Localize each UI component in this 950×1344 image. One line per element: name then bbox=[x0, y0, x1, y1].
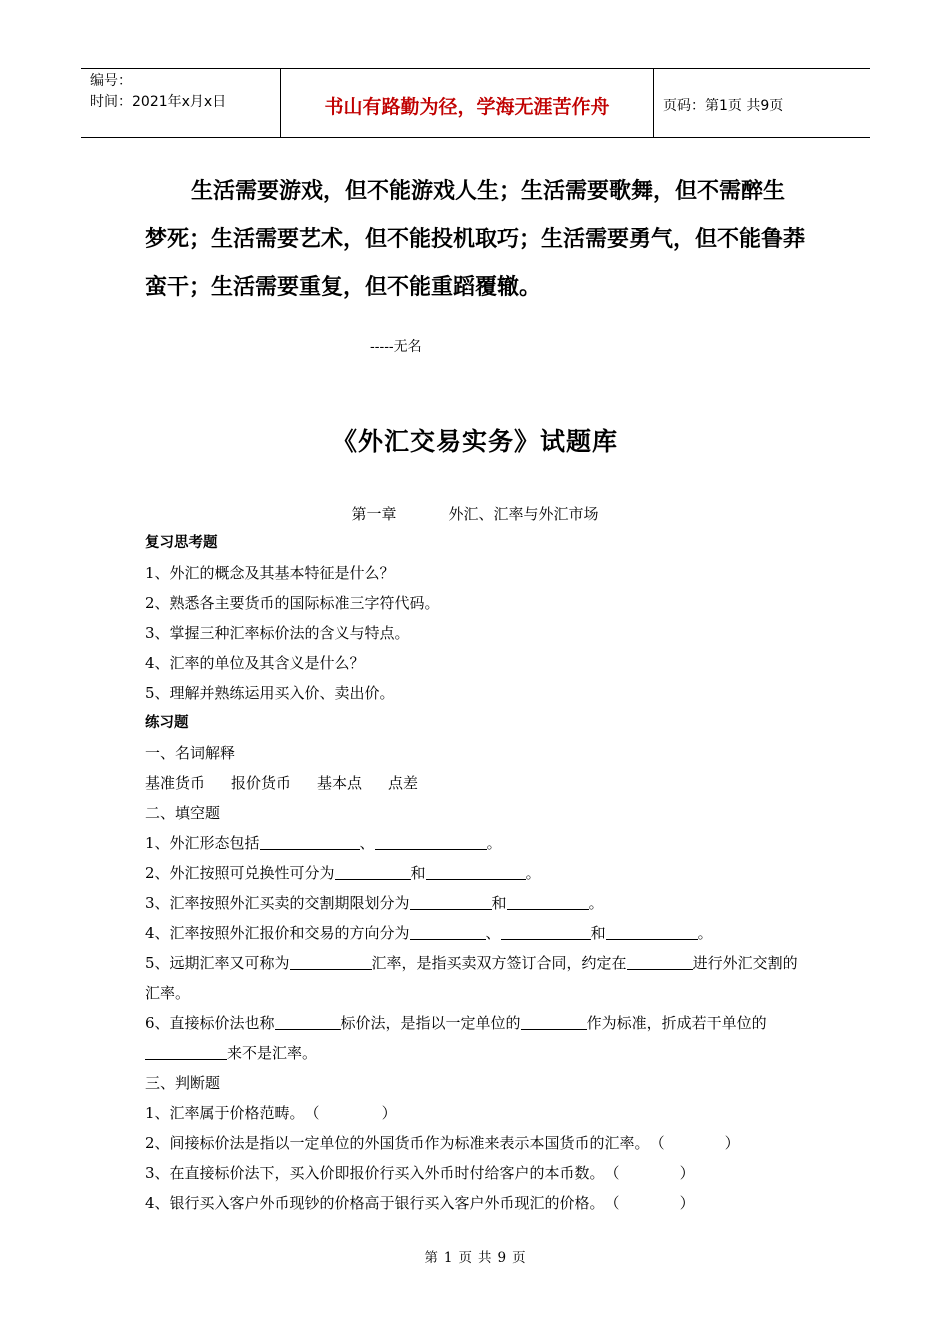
footer-page-number: 1 bbox=[443, 1250, 453, 1266]
fill-question-5 bbox=[145, 948, 810, 1008]
fill-text: 和 bbox=[410, 864, 426, 882]
fill-blank[interactable] bbox=[290, 953, 372, 970]
paren-open: （ bbox=[604, 1194, 620, 1212]
page-header bbox=[81, 68, 870, 138]
motto-text: 生活需要游戏，但不能游戏人生；生活需要歌舞，但不需醉生梦死；生活需要艺术，但不能投机取巧；生活需要勇气，但不能鲁莽蛮干；生活需要重复，但不能重蹈覆辙。 bbox=[145, 179, 806, 300]
paren-close: ） bbox=[381, 1104, 397, 1122]
fill-text: 标价法，是指以一定单位的 bbox=[340, 1014, 521, 1032]
review-item: 5、理解并熟练运用买入价、卖出价。 bbox=[145, 684, 395, 702]
judge-text: 1、汇率属于价格范畴。 bbox=[145, 1104, 305, 1122]
review-item: 4、汇率的单位及其含义是什么？ bbox=[145, 654, 365, 672]
paren-close: ） bbox=[724, 1134, 740, 1152]
review-item: 3、掌握三种汇率标价法的含义与特点。 bbox=[145, 624, 410, 642]
fill-text: 。 bbox=[697, 924, 713, 942]
fill-text: 1、外汇形态包括 bbox=[145, 834, 260, 852]
fill-blank[interactable] bbox=[501, 923, 591, 940]
footer-total-pages: 9 bbox=[497, 1250, 507, 1266]
fill-question-4 bbox=[145, 918, 810, 948]
fill-blank[interactable] bbox=[627, 953, 693, 970]
answer-bracket[interactable] bbox=[605, 1158, 695, 1188]
page-footer bbox=[0, 1246, 950, 1266]
fill-text: 、 bbox=[485, 924, 501, 942]
fill-question-3 bbox=[145, 888, 810, 918]
fill-question-2 bbox=[145, 858, 810, 888]
footer-text: 第 bbox=[424, 1250, 438, 1266]
fill-text: 来不是汇率。 bbox=[227, 1044, 318, 1062]
judge-text: 3、在直接标价法下，买入价即报价行买入外币时付给客户的本币数。 bbox=[145, 1164, 605, 1182]
answer-bracket[interactable] bbox=[605, 1188, 695, 1218]
answer-bracket[interactable] bbox=[305, 1098, 397, 1128]
question-content bbox=[145, 528, 810, 1218]
review-item: 1、外汇的概念及其基本特征是什么？ bbox=[145, 564, 395, 582]
review-item: 2、熟悉各主要货币的国际标准三字符代码。 bbox=[145, 594, 440, 612]
fill-text: 和 bbox=[590, 924, 606, 942]
fill-text: 作为标准，折成若干单位的 bbox=[586, 1014, 767, 1032]
footer-text: 页 bbox=[512, 1250, 526, 1266]
fill-text: 汇率，是指买卖双方签订合同，约定在 bbox=[371, 954, 627, 972]
fill-text: 4、汇率按照外汇报价和交易的方向分为 bbox=[145, 924, 410, 942]
terms-heading: 一、名词解释 bbox=[145, 744, 236, 762]
fill-heading: 二、填空题 bbox=[145, 804, 221, 822]
fill-text: 。 bbox=[588, 894, 604, 912]
fill-blank[interactable] bbox=[521, 1013, 587, 1030]
fill-blank[interactable] bbox=[145, 1043, 227, 1060]
fill-text: 。 bbox=[525, 864, 541, 882]
fill-blank[interactable] bbox=[375, 833, 487, 850]
exercise-heading: 练习题 bbox=[145, 715, 189, 731]
footer-text: 页 bbox=[458, 1250, 472, 1266]
fill-blank[interactable] bbox=[426, 863, 526, 880]
date-label: 时间：2021年x月x日 bbox=[90, 94, 227, 110]
paren-close: ） bbox=[679, 1164, 695, 1182]
term: 基准货币 bbox=[145, 774, 206, 792]
judge-text: 2、间接标价法是指以一定单位的外国货币作为标准来表示本国货币的汇率。 bbox=[145, 1134, 650, 1152]
term: 报价货币 bbox=[231, 774, 292, 792]
fill-text: 进行外汇交割的汇率。 bbox=[145, 954, 798, 1002]
motto-author: -----无名 bbox=[370, 339, 422, 355]
judge-heading: 三、判断题 bbox=[145, 1074, 221, 1092]
judge-text: 4、银行买入客户外币现钞的价格高于银行买入客户外币现汇的价格。 bbox=[145, 1194, 605, 1212]
header-page-code: 页码：第1页 共9页 bbox=[663, 98, 784, 114]
code-label: 编号： bbox=[90, 73, 132, 89]
document-title: 《外汇交易实务》试题库 bbox=[331, 427, 618, 456]
fill-blank[interactable] bbox=[606, 923, 698, 940]
chapter-heading bbox=[0, 503, 950, 524]
judge-question bbox=[145, 1098, 810, 1128]
fill-text: 。 bbox=[486, 834, 502, 852]
chapter-number: 第一章 bbox=[351, 505, 397, 523]
fill-text: 3、汇率按照外汇买卖的交割期限划分为 bbox=[145, 894, 410, 912]
fill-question-6 bbox=[145, 1008, 810, 1068]
review-heading: 复习思考题 bbox=[145, 535, 218, 551]
paren-open: （ bbox=[649, 1134, 665, 1152]
fill-question-1 bbox=[145, 828, 810, 858]
fill-text: 6、直接标价法也称 bbox=[145, 1014, 275, 1032]
fill-text: 、 bbox=[359, 834, 375, 852]
fill-text: 和 bbox=[491, 894, 507, 912]
judge-question bbox=[145, 1158, 810, 1188]
motto-paragraph bbox=[145, 168, 805, 312]
paren-open: （ bbox=[304, 1104, 320, 1122]
fill-blank[interactable] bbox=[410, 923, 486, 940]
fill-text: 5、远期汇率又可称为 bbox=[145, 954, 290, 972]
fill-blank[interactable] bbox=[507, 893, 589, 910]
judge-question bbox=[145, 1188, 810, 1218]
term: 点差 bbox=[388, 774, 419, 792]
footer-text: 共 bbox=[478, 1250, 492, 1266]
fill-blank[interactable] bbox=[260, 833, 360, 850]
terms-list bbox=[145, 768, 810, 798]
paren-close: ） bbox=[679, 1194, 695, 1212]
header-slogan: 书山有路勤为径，学海无涯苦作舟 bbox=[281, 69, 654, 137]
term: 基本点 bbox=[317, 774, 363, 792]
judge-question bbox=[145, 1128, 810, 1158]
fill-blank[interactable] bbox=[335, 863, 411, 880]
fill-text: 2、外汇按照可兑换性可分为 bbox=[145, 864, 335, 882]
chapter-name: 外汇、汇率与外汇市场 bbox=[448, 505, 599, 523]
answer-bracket[interactable] bbox=[650, 1128, 740, 1158]
paren-open: （ bbox=[604, 1164, 620, 1182]
header-info bbox=[81, 69, 281, 137]
fill-blank[interactable] bbox=[410, 893, 492, 910]
fill-blank[interactable] bbox=[275, 1013, 341, 1030]
